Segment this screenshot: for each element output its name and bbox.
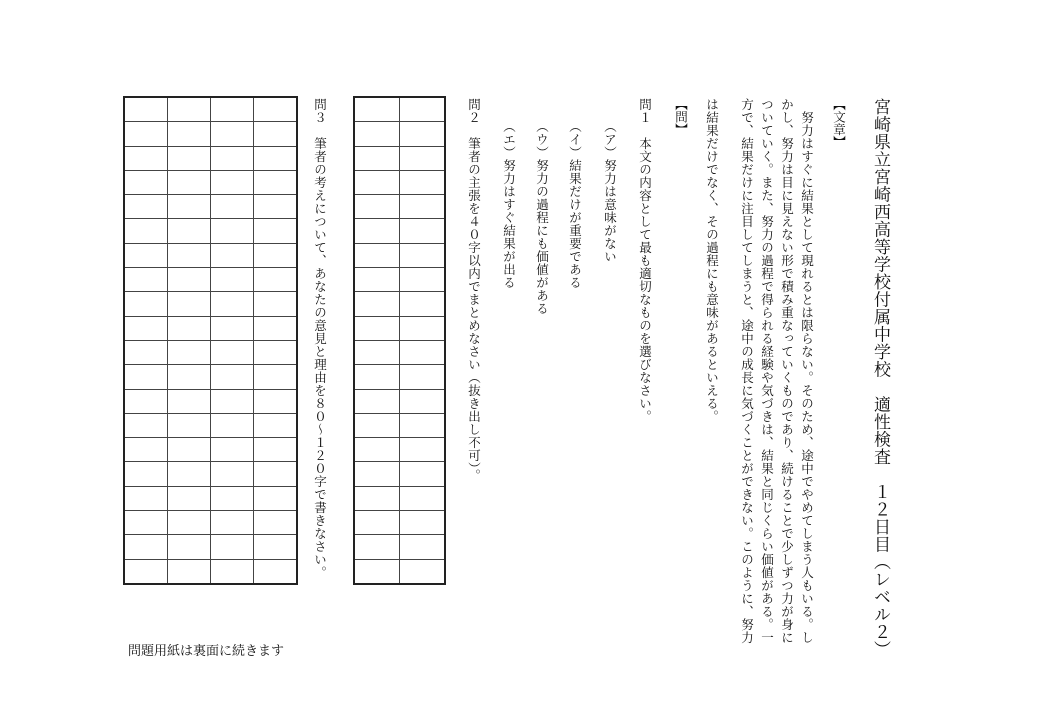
grid-cell[interactable] bbox=[124, 365, 168, 389]
grid-cell[interactable] bbox=[400, 292, 446, 316]
grid-cell[interactable] bbox=[254, 243, 298, 267]
grid-cell[interactable] bbox=[400, 340, 446, 364]
answer-grid-q3[interactable] bbox=[123, 96, 298, 585]
grid-cell[interactable] bbox=[211, 511, 254, 535]
grid-cell[interactable] bbox=[254, 146, 298, 170]
grid-cell[interactable] bbox=[354, 413, 400, 437]
grid-cell[interactable] bbox=[400, 438, 446, 462]
grid-cell[interactable] bbox=[400, 365, 446, 389]
footer-note: 問題用紙は裏面に続きます bbox=[128, 644, 285, 659]
grid-cell[interactable] bbox=[354, 316, 400, 340]
grid-cell[interactable] bbox=[400, 535, 446, 559]
grid-cell[interactable] bbox=[354, 438, 400, 462]
grid-cell[interactable] bbox=[400, 146, 446, 170]
grid-cell[interactable] bbox=[354, 243, 400, 267]
grid-cell[interactable] bbox=[124, 413, 168, 437]
grid-cell[interactable] bbox=[168, 413, 211, 437]
grid-row bbox=[354, 389, 445, 413]
grid-cell[interactable] bbox=[211, 462, 254, 486]
grid-row bbox=[124, 243, 297, 267]
grid-row bbox=[124, 365, 297, 389]
grid-cell[interactable] bbox=[168, 170, 211, 194]
grid-cell[interactable] bbox=[168, 511, 211, 535]
grid-cell[interactable] bbox=[124, 535, 168, 559]
grid-row bbox=[354, 462, 445, 486]
grid-cell[interactable] bbox=[254, 413, 298, 437]
grid-cell[interactable] bbox=[354, 219, 400, 243]
grid-cell[interactable] bbox=[354, 292, 400, 316]
grid-row bbox=[124, 195, 297, 219]
grid-row bbox=[124, 413, 297, 437]
grid-cell[interactable] bbox=[400, 389, 446, 413]
grid-row bbox=[124, 146, 297, 170]
grid-cell[interactable] bbox=[124, 559, 168, 584]
grid-cell[interactable] bbox=[211, 340, 254, 364]
grid-cell[interactable] bbox=[354, 535, 400, 559]
grid-cell[interactable] bbox=[124, 340, 168, 364]
grid-row bbox=[354, 170, 445, 194]
grid-cell[interactable] bbox=[168, 535, 211, 559]
grid-cell[interactable] bbox=[354, 462, 400, 486]
grid-cell[interactable] bbox=[211, 389, 254, 413]
grid-row bbox=[124, 97, 297, 122]
grid-row bbox=[124, 389, 297, 413]
grid-cell[interactable] bbox=[400, 243, 446, 267]
grid-cell[interactable] bbox=[400, 316, 446, 340]
page-title: 宮崎県立宮崎西高等学校付属中学校 適性検査 １２日目（レベル２） bbox=[870, 98, 890, 658]
grid-row bbox=[124, 292, 297, 316]
grid-cell[interactable] bbox=[211, 268, 254, 292]
grid-cell[interactable] bbox=[124, 122, 168, 146]
grid-cell[interactable] bbox=[354, 389, 400, 413]
grid-row bbox=[354, 486, 445, 510]
passage-line: かし、努力は目に見えない形で積み重なっていくものであり、続けることで少しずつ力が身に bbox=[779, 98, 795, 644]
grid-cell[interactable] bbox=[254, 511, 298, 535]
grid-cell[interactable] bbox=[400, 559, 446, 584]
grid-cell[interactable] bbox=[400, 511, 446, 535]
grid-cell[interactable] bbox=[254, 389, 298, 413]
question-1-choice-b: （イ）結果だけが重要である bbox=[567, 120, 583, 289]
grid-cell[interactable] bbox=[124, 511, 168, 535]
answer-grid-q2[interactable] bbox=[353, 96, 446, 585]
questions-label: 【問】 bbox=[673, 98, 689, 136]
question-3-text: 問３ 筆者の考えについて、あなたの意見と理由を８０～１２０字で書きなさい。 bbox=[312, 98, 328, 579]
grid-cell[interactable] bbox=[354, 340, 400, 364]
grid-cell[interactable] bbox=[168, 243, 211, 267]
grid-cell[interactable] bbox=[400, 268, 446, 292]
grid-cell[interactable] bbox=[211, 365, 254, 389]
grid-cell[interactable] bbox=[254, 438, 298, 462]
grid-cell[interactable] bbox=[124, 316, 168, 340]
grid-cell[interactable] bbox=[354, 511, 400, 535]
grid-cell[interactable] bbox=[254, 535, 298, 559]
grid-row bbox=[354, 365, 445, 389]
grid-cell[interactable] bbox=[124, 243, 168, 267]
grid-row bbox=[354, 511, 445, 535]
grid-cell[interactable] bbox=[211, 170, 254, 194]
grid-cell[interactable] bbox=[254, 195, 298, 219]
grid-row bbox=[354, 243, 445, 267]
grid-cell[interactable] bbox=[168, 365, 211, 389]
grid-cell[interactable] bbox=[211, 292, 254, 316]
grid-cell[interactable] bbox=[400, 195, 446, 219]
grid-cell[interactable] bbox=[124, 389, 168, 413]
grid-cell[interactable] bbox=[168, 316, 211, 340]
grid-cell[interactable] bbox=[354, 122, 400, 146]
grid-cell[interactable] bbox=[254, 340, 298, 364]
grid-cell[interactable] bbox=[124, 97, 168, 122]
grid-cell[interactable] bbox=[400, 122, 446, 146]
grid-cell[interactable] bbox=[254, 97, 298, 122]
grid-cell[interactable] bbox=[168, 97, 211, 122]
grid-cell[interactable] bbox=[254, 559, 298, 584]
grid-cell[interactable] bbox=[124, 486, 168, 510]
grid-cell[interactable] bbox=[211, 195, 254, 219]
grid-cell[interactable] bbox=[254, 316, 298, 340]
grid-cell[interactable] bbox=[211, 243, 254, 267]
question-1-choice-d: （エ）努力はすぐ結果が出る bbox=[501, 120, 517, 289]
passage-line: 努力はすぐに結果として現れるとは限らない。そのため、途中でやめてしまう人もいる。し bbox=[799, 98, 815, 644]
grid-cell[interactable] bbox=[168, 146, 211, 170]
grid-cell[interactable] bbox=[354, 146, 400, 170]
grid-row bbox=[124, 559, 297, 584]
grid-cell[interactable] bbox=[354, 97, 400, 122]
grid-cell[interactable] bbox=[254, 486, 298, 510]
grid-row bbox=[354, 292, 445, 316]
grid-cell[interactable] bbox=[211, 559, 254, 584]
grid-cell[interactable] bbox=[124, 292, 168, 316]
grid-cell[interactable] bbox=[354, 365, 400, 389]
grid-cell[interactable] bbox=[168, 219, 211, 243]
grid-cell[interactable] bbox=[124, 268, 168, 292]
grid-cell[interactable] bbox=[124, 462, 168, 486]
grid-cell[interactable] bbox=[354, 195, 400, 219]
grid-row bbox=[124, 219, 297, 243]
grid-cell[interactable] bbox=[211, 413, 254, 437]
grid-row bbox=[124, 268, 297, 292]
grid-cell[interactable] bbox=[211, 486, 254, 510]
grid-row bbox=[354, 219, 445, 243]
question-1-text: 問１ 本文の内容として最も適切なものを選びなさい。 bbox=[637, 98, 653, 423]
grid-row bbox=[354, 316, 445, 340]
grid-cell[interactable] bbox=[168, 462, 211, 486]
grid-row bbox=[354, 146, 445, 170]
question-1-choice-c: （ウ）努力の過程にも価値がある bbox=[534, 120, 550, 315]
passage-label: 【文章】 bbox=[831, 98, 847, 148]
grid-cell[interactable] bbox=[168, 292, 211, 316]
grid-cell[interactable] bbox=[254, 365, 298, 389]
grid-row bbox=[124, 340, 297, 364]
grid-cell[interactable] bbox=[400, 413, 446, 437]
grid-cell[interactable] bbox=[400, 462, 446, 486]
grid-cell[interactable] bbox=[211, 535, 254, 559]
grid-cell[interactable] bbox=[211, 146, 254, 170]
grid-cell[interactable] bbox=[254, 219, 298, 243]
grid-row bbox=[124, 316, 297, 340]
question-2-text: 問２ 筆者の主張を４０字以内でまとめなさい（抜き出し不可）。 bbox=[466, 98, 482, 482]
grid-cell[interactable] bbox=[354, 268, 400, 292]
grid-cell[interactable] bbox=[354, 486, 400, 510]
passage-line: ついていく。また、努力の過程で得られる経験や気づきは、結果と同じくらい価値がある。一 bbox=[759, 98, 775, 644]
grid-cell[interactable] bbox=[400, 219, 446, 243]
grid-cell[interactable] bbox=[168, 389, 211, 413]
grid-row bbox=[354, 413, 445, 437]
grid-cell[interactable] bbox=[211, 122, 254, 146]
grid-cell[interactable] bbox=[400, 170, 446, 194]
grid-row bbox=[124, 535, 297, 559]
grid-cell[interactable] bbox=[254, 268, 298, 292]
grid-row bbox=[124, 438, 297, 462]
grid-cell[interactable] bbox=[211, 219, 254, 243]
grid-row bbox=[124, 486, 297, 510]
grid-cell[interactable] bbox=[124, 146, 168, 170]
grid-row bbox=[354, 97, 445, 122]
grid-row bbox=[354, 559, 445, 584]
grid-cell[interactable] bbox=[211, 97, 254, 122]
grid-row bbox=[354, 195, 445, 219]
grid-row bbox=[124, 122, 297, 146]
grid-cell[interactable] bbox=[254, 122, 298, 146]
grid-cell[interactable] bbox=[211, 438, 254, 462]
grid-cell[interactable] bbox=[168, 195, 211, 219]
grid-cell[interactable] bbox=[354, 170, 400, 194]
grid-cell[interactable] bbox=[124, 438, 168, 462]
grid-cell[interactable] bbox=[354, 559, 400, 584]
grid-row bbox=[354, 340, 445, 364]
grid-cell[interactable] bbox=[254, 462, 298, 486]
grid-row bbox=[354, 535, 445, 559]
passage-line: 方で、結果だけに注目してしまうと、途中の成長に気づくことができない。このように、努力 bbox=[739, 98, 755, 644]
grid-row bbox=[124, 170, 297, 194]
grid-cell[interactable] bbox=[124, 170, 168, 194]
question-1-choice-a: （ア）努力は意味がない bbox=[602, 120, 618, 263]
grid-cell[interactable] bbox=[254, 170, 298, 194]
grid-cell[interactable] bbox=[400, 97, 446, 122]
grid-cell[interactable] bbox=[124, 219, 168, 243]
grid-row bbox=[354, 268, 445, 292]
grid-cell[interactable] bbox=[211, 316, 254, 340]
grid-row bbox=[124, 511, 297, 535]
grid-cell[interactable] bbox=[168, 340, 211, 364]
grid-cell[interactable] bbox=[400, 486, 446, 510]
grid-cell[interactable] bbox=[168, 559, 211, 584]
grid-cell[interactable] bbox=[168, 122, 211, 146]
grid-cell[interactable] bbox=[168, 486, 211, 510]
grid-row bbox=[354, 122, 445, 146]
grid-cell[interactable] bbox=[124, 195, 168, 219]
grid-cell[interactable] bbox=[168, 438, 211, 462]
grid-cell[interactable] bbox=[168, 268, 211, 292]
passage-line: は結果だけでなく、その過程にも意味があるといえる。 bbox=[704, 98, 720, 423]
grid-cell[interactable] bbox=[254, 292, 298, 316]
grid-row bbox=[354, 438, 445, 462]
grid-row bbox=[124, 462, 297, 486]
